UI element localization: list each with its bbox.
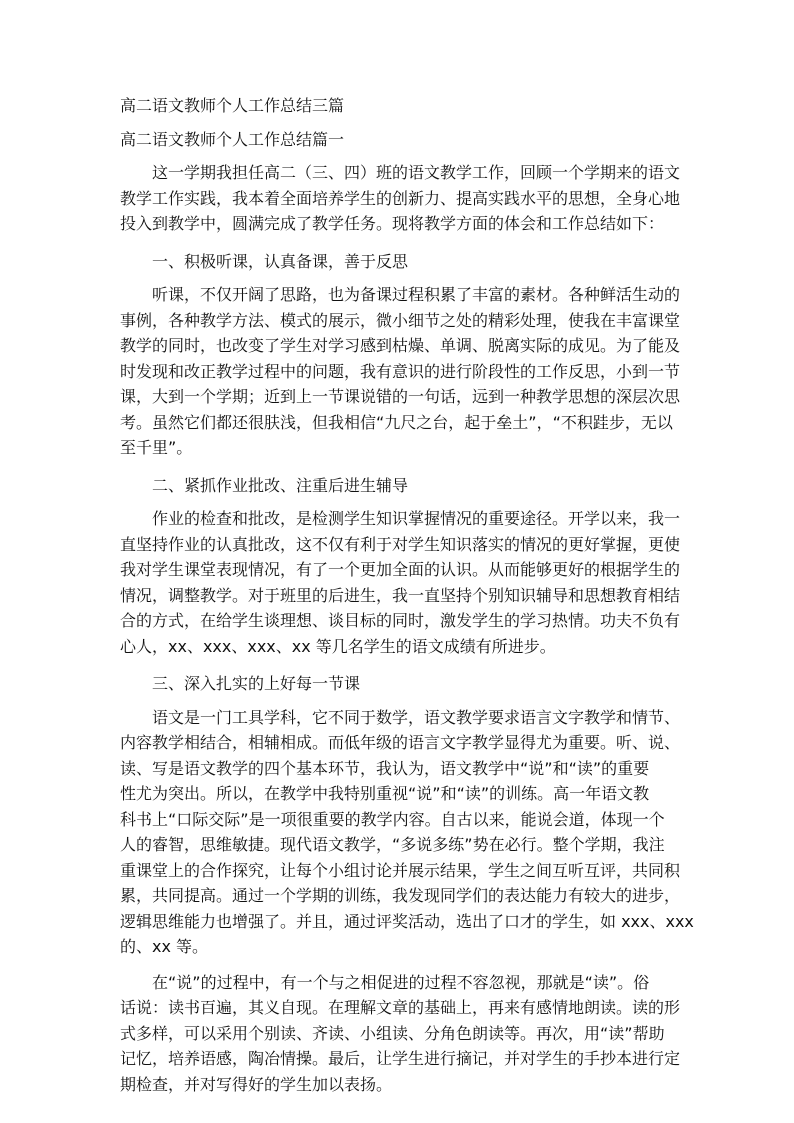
paragraph-line: 读、写是语文教学的四个基本环节，我认为，语文教学中“说”和“读”的重要 — [120, 758, 650, 778]
document-page — [120, 93, 694, 1097]
paragraph-line: 内容教学相结合，相辅相成。而低年级的语言文字教学显得尤为重要。听、说、 — [120, 733, 681, 752]
paragraph-line: 重课堂上的合作探究，让每个小组讨论并展示结果，学生之间互听互评，共同积 — [120, 860, 681, 880]
section-2-paragraph — [120, 506, 682, 659]
section-heading-2: 二、紧抓作业批改、注重后进生辅导 — [152, 475, 409, 495]
paragraph-line: 累，共同提高。通过一个学期的训练，我发现同学们的表达能力有较大的进步， — [120, 886, 681, 905]
document-subtitle: 高二语文教师个人工作总结篇一 — [120, 129, 345, 149]
section-heading-1: 一、积极听课，认真备课，善于反思 — [152, 251, 409, 271]
paragraph-line: 事例，各种教学方法、模式的展示，微小细节之处的精彩处理，使我在丰富课堂 — [120, 310, 681, 330]
paragraph-line: 课，大到一个学期；近到上一节课说错的一句话，远到一种教学思想的深层次思 — [120, 387, 681, 406]
paragraph-line: 科书上“口际交际”是一项很重要的教学内容。自古以来，能说会道，体现一个 — [120, 809, 665, 829]
paragraph-line: 作业的检查和批改，是检测学生知识掌握情况的重要途径。开学以来，我一 — [152, 509, 681, 528]
paragraph-line: 语文是一门工具学科，它不同于数学，语文教学要求语言文字教学和情节、 — [152, 707, 681, 727]
section-4-paragraph — [120, 970, 682, 1098]
section-3-paragraph — [120, 705, 694, 960]
paragraph-line: 逻辑思维能力也增强了。并且，通过评奖活动，选出了口才的学生，如 xxx、xxx — [120, 911, 694, 931]
paragraph-line: 投入到教学中，圆满完成了教学任务。现将教学方面的体会和工作总结如下： — [120, 214, 665, 233]
paragraph-line: 听课，不仅开阔了思路，也为备课过程积累了丰富的素材。各种鲜活生动的 — [152, 285, 681, 304]
paragraph-line: 合的方式，在给学生谈理想、谈目标的同时，激发学生的学习热情。功夫不负有 — [120, 611, 681, 630]
section-1-paragraph — [120, 282, 682, 461]
paragraph-line: 这一学期我担任高二（三、四）班的语文教学工作，回顾一个学期来的语文 — [152, 163, 681, 182]
paragraph-line: 教学工作实践，我本着全面培养学生的创新力、提高实践水平的思想，全身心地 — [120, 188, 681, 208]
intro-paragraph — [120, 160, 682, 237]
paragraph-line: 直坚持作业的认真批改，这不仅有利于对学生知识落实的情况的更好掌握，更使 — [120, 534, 681, 554]
paragraph-line: 教学的同时，也改变了学生对学习感到枯燥、单调、脱离实际的成见。为了能及 — [120, 336, 681, 355]
paragraph-line: 的、xx 等。 — [120, 937, 209, 956]
document-title: 高二语文教师个人工作总结三篇 — [120, 96, 345, 115]
paragraph-line: 时发现和改正教学过程中的问题，我有意识的进行阶段性的工作反思，小到一节 — [120, 361, 681, 381]
paragraph-line: 至千里”。 — [120, 438, 193, 457]
paragraph-line: 情况，调整教学。对于班里的后进生，我一直坚持个别知识辅导和思想教育相结 — [120, 585, 681, 605]
paragraph-line: 性尤为突出。所以，在教学中我特别重视“说”和“读”的训练。高一年语文教 — [120, 784, 650, 803]
paragraph-line: 我对学生课堂表现情况，有了一个更加全面的认识。从而能够更好的根据学生的 — [120, 560, 681, 579]
paragraph-line: 话说：读书百遍，其义自现。在理解文章的基础上，再来有感情地朗读。读的形 — [120, 998, 681, 1017]
paragraph-line: 人的睿智，思维敏捷。现代语文教学，“多说多练”势在必行。整个学期，我注 — [120, 835, 665, 854]
paragraph-line: 心人，xx、xxx、xxx、xx 等几名学生的语文成绩有所进步。 — [120, 636, 556, 656]
paragraph-line: 式多样，可以采用个别读、齐读、小组读、分角色朗读等。再次，用“读”帮助 — [120, 1023, 665, 1043]
paragraph-line: 考。虽然它们都还很肤浅，但我相信“九尺之台，起于垒土”，“不积跬步，无以 — [120, 412, 673, 432]
paragraph-line: 记忆，培养语感，陶冶情操。最后，让学生进行摘记，并对学生的手抄本进行定 — [120, 1049, 681, 1068]
paragraph-line: 在“说”的过程中，有一个与之相促进的过程不容忽视，那就是“读”。俗 — [152, 972, 650, 992]
paragraph-line: 期检查，并对写得好的学生加以表扬。 — [120, 1074, 393, 1094]
section-heading-3: 三、深入扎实的上好每一节课 — [152, 674, 361, 693]
